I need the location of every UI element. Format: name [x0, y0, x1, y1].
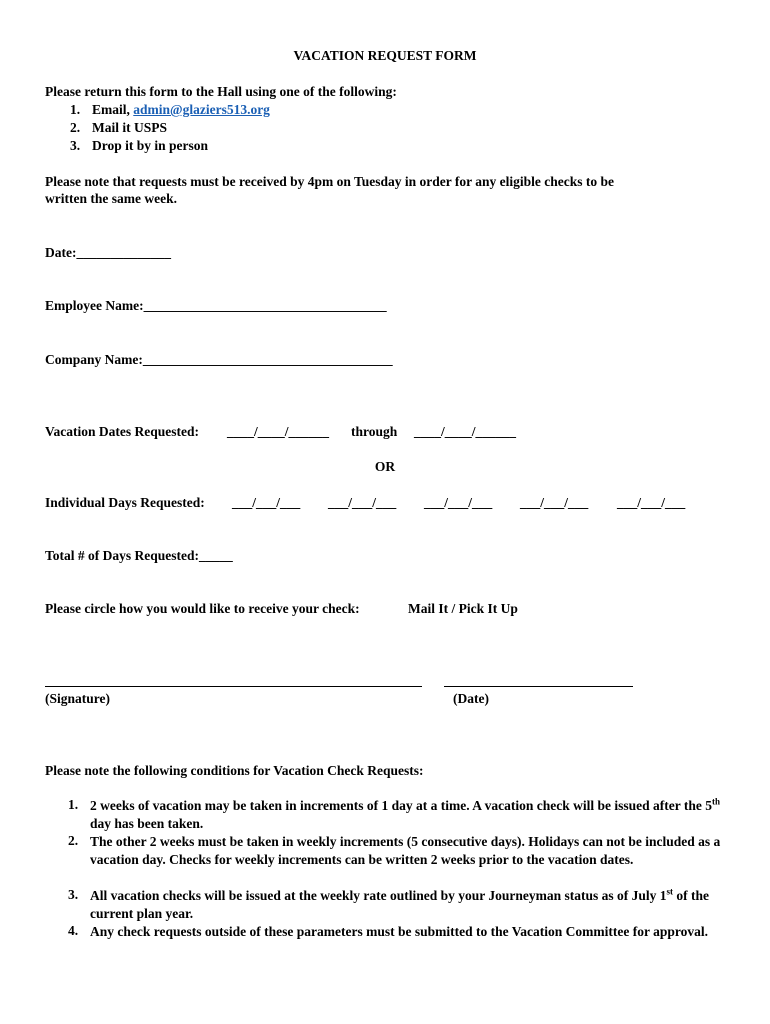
signature-label: (Signature) [45, 691, 111, 706]
company-name-field[interactable]: Company Name:_____________________________________ [45, 352, 393, 367]
signature-date-line[interactable] [444, 686, 633, 687]
individual-day-field[interactable]: ___/___/___ [617, 495, 686, 510]
method-mail-text: Mail it USPS [92, 120, 168, 135]
method-drop-off-text: Drop it by in person [92, 138, 209, 153]
condition-item [68, 923, 728, 941]
method-drop-off [70, 138, 208, 154]
condition-item [68, 797, 728, 833]
list-number: 4. [68, 923, 79, 938]
method-email [70, 102, 270, 118]
through-label: through [351, 424, 398, 439]
ordinal-suffix: st [666, 886, 674, 897]
list-number: 3. [70, 138, 81, 153]
individual-day-field[interactable]: ___/___/___ [520, 495, 589, 510]
employee-name-field[interactable]: Employee Name:____________________________________ [45, 298, 387, 313]
method-mail [70, 120, 167, 136]
receive-check-prompt: Please circle how you would like to receive your check: [45, 601, 360, 616]
signature-line[interactable] [45, 686, 422, 687]
return-instructions: Please return this form to the Hall using one of the following: [45, 84, 397, 99]
individual-days-label: Individual Days Requested: [45, 495, 205, 510]
vacation-dates-from-field[interactable]: ____/____/______ [227, 424, 330, 439]
receive-check-options[interactable]: Mail It / Pick It Up [408, 601, 518, 616]
condition-item [68, 833, 728, 869]
list-number: 2. [68, 833, 79, 848]
deadline-note-line2: written the same week. [45, 191, 177, 206]
form-title: VACATION REQUEST FORM [293, 48, 477, 63]
list-number: 1. [70, 102, 81, 117]
deadline-note-line1: Please note that requests must be received by 4pm on Tuesday in order for any eligible checks to be [45, 174, 614, 189]
condition-text: All vacation checks will be issued at the weekly rate outlined by your Journeyman status as of July 1 [90, 888, 667, 903]
ordinal-suffix: th [711, 796, 720, 807]
date-field[interactable]: Date:______________ [45, 245, 171, 260]
individual-day-field[interactable]: ___/___/___ [328, 495, 397, 510]
condition-item [68, 887, 728, 923]
condition-text-end: day has been taken. [90, 816, 204, 831]
individual-day-field[interactable]: ___/___/___ [232, 495, 301, 510]
method-email-prefix: Email, [92, 102, 134, 117]
condition-text: Any check requests outside of these parameters must be submitted to the Vacation Committee for approval. [90, 924, 708, 939]
condition-text: 2 weeks of vacation may be taken in increments of 1 day at a time. A vacation check will be issued after the 5 [90, 798, 712, 813]
conditions-heading: Please note the following conditions for Vacation Check Requests: [45, 763, 424, 778]
individual-day-field[interactable]: ___/___/___ [424, 495, 493, 510]
or-separator: OR [374, 459, 396, 474]
condition-text: The other 2 weeks must be taken in weekly increments (5 consecutive days). Holidays can not be included as a vacation day. Checks for weekly increments can be written 2 weeks prior to the vacation dates. [90, 834, 721, 867]
signature-date-label: (Date) [453, 691, 489, 706]
vacation-dates-label: Vacation Dates Requested: [45, 424, 199, 439]
list-number: 3. [68, 887, 79, 902]
condition-text-end: of the current plan year. [90, 888, 710, 921]
list-number: 1. [68, 797, 79, 812]
vacation-dates-to-field[interactable]: ____/____/______ [414, 424, 517, 439]
list-number: 2. [70, 120, 81, 135]
total-days-field[interactable]: Total # of Days Requested:_____ [45, 548, 233, 563]
email-link[interactable]: admin@glaziers513.org [133, 102, 270, 117]
